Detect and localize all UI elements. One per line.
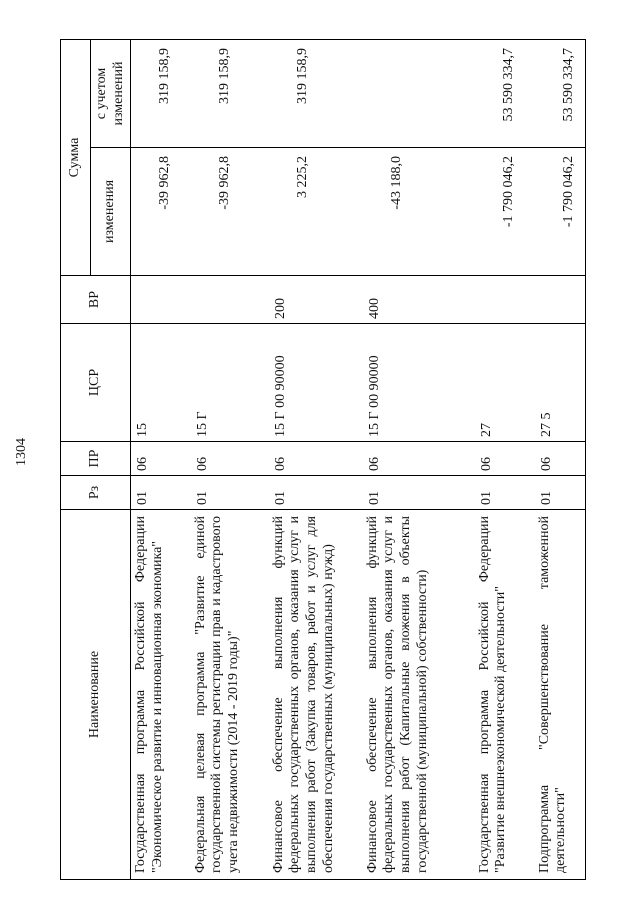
table-row [363,40,475,880]
row-name: Подпрограмма "Совершенствование таможенной деятельности" [535,510,586,880]
budget-table [60,39,586,880]
row-with-change [363,40,475,148]
row-rz: 01 [475,476,535,510]
row-csr: 27 5 [535,324,586,442]
row-rz: 01 [131,476,191,510]
table-row [269,40,363,880]
header-summa: Сумма [61,40,91,276]
row-change: -43 188,0 [363,148,475,276]
row-change: -39 962,8 [131,148,191,276]
table-row [475,40,535,880]
table-row [535,40,586,880]
header-csr: ЦСР [61,324,131,442]
row-name: Финансовое обеспечение выполнения функций федеральных государственных органов, оказания услуг и выполнения работ (Капитальные вложения в объекты государственной (муниципальной) собственности) [363,510,475,880]
row-rz: 01 [363,476,475,510]
row-with-change: 53 590 334,7 [535,40,586,148]
row-name: Государственная программа Российской Федерации "Развитие внешнеэкономической деятельности" [475,510,535,880]
header-pr: ПР [61,442,131,476]
row-with-change: 319 158,9 [191,40,269,148]
row-with-change: 319 158,9 [131,40,191,148]
table-row [131,40,191,880]
row-csr: 15 [131,324,191,442]
row-pr: 06 [475,442,535,476]
budget-table-container [60,40,620,880]
row-pr: 06 [131,442,191,476]
row-with-change: 53 590 334,7 [475,40,535,148]
row-csr: 27 [475,324,535,442]
row-pr: 06 [535,442,586,476]
row-csr: 15 Г 00 90000 [363,324,475,442]
header-with-change: с учетом изменений [91,40,131,148]
table-row [191,40,269,880]
row-vr: 200 [269,276,363,324]
row-change: -39 962,8 [191,148,269,276]
header-name: Наименование [61,510,131,880]
row-pr: 06 [191,442,269,476]
header-vr: ВР [61,276,131,324]
row-vr [475,276,535,324]
page-number: 1304 [14,438,29,466]
header-change: изменения [91,148,131,276]
row-change: -1 790 046,2 [535,148,586,276]
row-rz: 01 [191,476,269,510]
row-with-change: 319 158,9 [269,40,363,148]
row-vr [131,276,191,324]
row-change: -1 790 046,2 [475,148,535,276]
row-csr: 15 Г [191,324,269,442]
row-name: Государственная программа Российской Федерации "Экономическое развитие и инновационная экономика" [131,510,191,880]
row-name: Финансовое обеспечение выполнения функций федеральных государственных органов, оказания услуг и выполнения работ (Закупка товаров, работ и услуг для обеспечения государственных (муниципальных) нужд) [269,510,363,880]
row-vr: 400 [363,276,475,324]
header-rz: Рз [61,476,131,510]
row-rz: 01 [269,476,363,510]
row-vr [535,276,586,324]
row-csr: 15 Г 00 90000 [269,324,363,442]
row-pr: 06 [269,442,363,476]
row-rz: 01 [535,476,586,510]
row-change: 3 225,2 [269,148,363,276]
row-pr: 06 [363,442,475,476]
row-vr [191,276,269,324]
row-name: Федеральная целевая программа "Развитие единой государственной системы регистрации прав и кадастрового учета недвижимости (2014 - 2019 годы)" [191,510,269,880]
